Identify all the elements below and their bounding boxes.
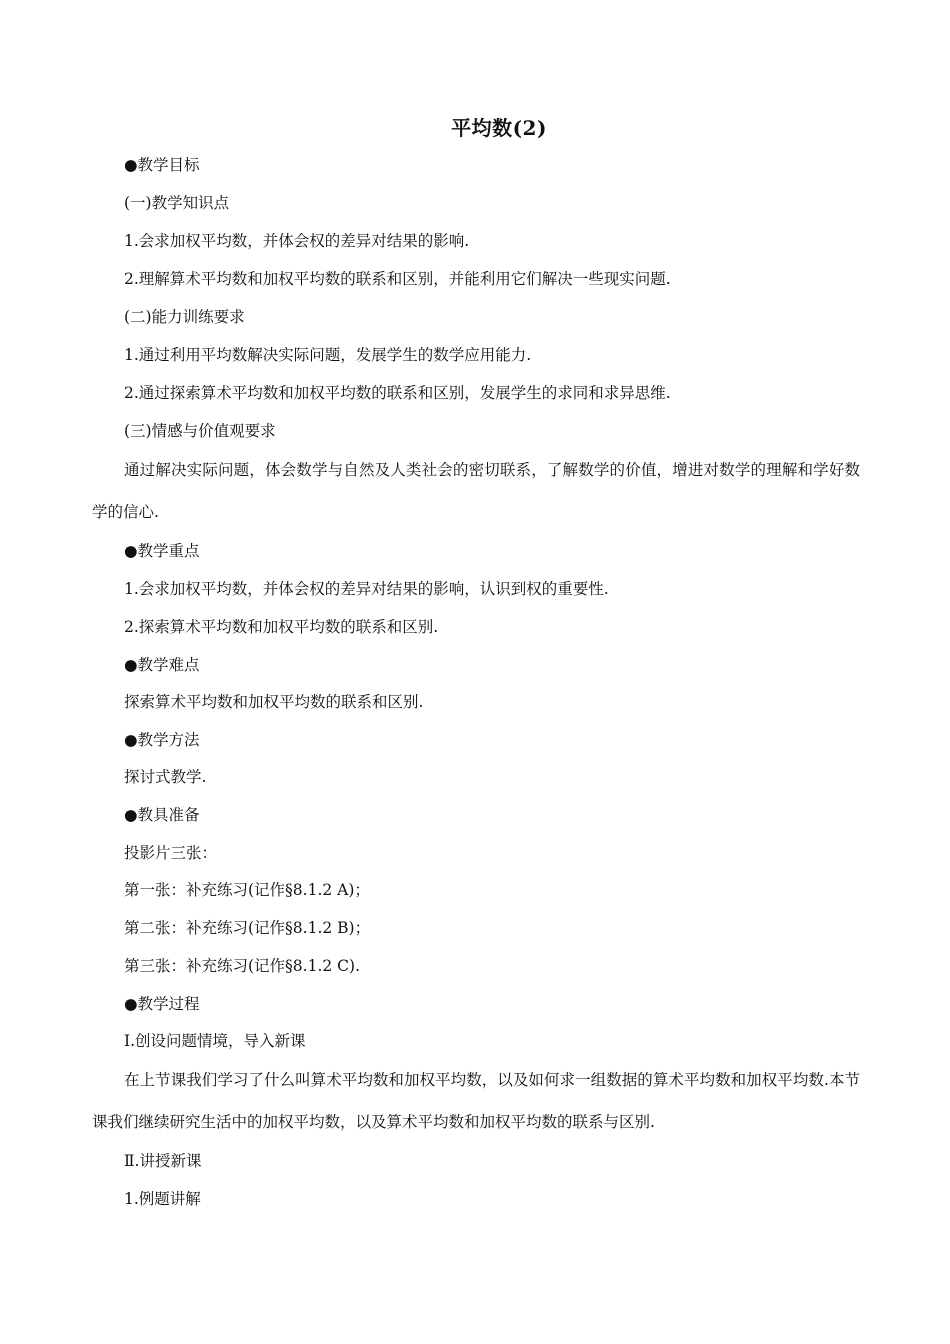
list-item: 2.通过探索算术平均数和加权平均数的联系和区别，发展学生的求同和求异思维. xyxy=(124,384,671,402)
paragraph: 在上节课我们学习了什么叫算术平均数和加权平均数，以及如何求一组数据的算术平均数和加权平均数.本节课我们继续研究生活中的加权平均数，以及算术平均数和加权平均数的联系与区别. xyxy=(92,1071,860,1131)
list-item: 1.通过利用平均数解决实际问题，发展学生的数学应用能力. xyxy=(124,346,532,364)
list-item: 2.理解算术平均数和加权平均数的联系和区别，并能利用它们解决一些现实问题. xyxy=(124,270,671,288)
list-item: 第一张：补充练习(记作§8.1.2 A)； xyxy=(124,881,370,899)
subsection-heading-ability: (二)能力训练要求 xyxy=(124,308,245,326)
list-item: 第二张：补充练习(记作§8.1.2 B)； xyxy=(124,919,371,937)
list-item: 第三张：补充练习(记作§8.1.2 C). xyxy=(124,957,360,975)
list-item: 1.例题讲解 xyxy=(124,1190,201,1208)
section-heading-difficulties: ●教学难点 xyxy=(124,656,200,674)
subsection-heading-knowledge: (一)教学知识点 xyxy=(124,194,230,212)
subsection-heading-values: (三)情感与价值观要求 xyxy=(124,422,276,440)
paragraph: 通过解决实际问题，体会数学与自然及人类社会的密切联系，了解数学的价值，增进对数学的理解和学好数学的信心. xyxy=(92,461,860,521)
body-line: 探索算术平均数和加权平均数的联系和区别. xyxy=(124,693,424,711)
section-heading-process: ●教学过程 xyxy=(124,995,200,1013)
list-item: 1.会求加权平均数，并体会权的差异对结果的影响，认识到权的重要性. xyxy=(124,580,609,598)
subsection-heading-intro: Ⅰ.创设问题情境，导入新课 xyxy=(124,1032,306,1050)
list-item: 1.会求加权平均数，并体会权的差异对结果的影响. xyxy=(124,232,470,250)
subsection-heading-new-lesson: Ⅱ.讲授新课 xyxy=(124,1152,202,1170)
document-title: 平均数(2) xyxy=(451,116,547,140)
section-heading-method: ●教学方法 xyxy=(124,731,200,749)
section-heading-objectives: ●教学目标 xyxy=(124,156,200,174)
list-item: 2.探索算术平均数和加权平均数的联系和区别. xyxy=(124,618,439,636)
body-line: 探讨式教学. xyxy=(124,768,207,786)
section-heading-key-points: ●教学重点 xyxy=(124,542,200,560)
body-line: 投影片三张： xyxy=(124,844,218,862)
section-heading-materials: ●教具准备 xyxy=(124,806,200,824)
